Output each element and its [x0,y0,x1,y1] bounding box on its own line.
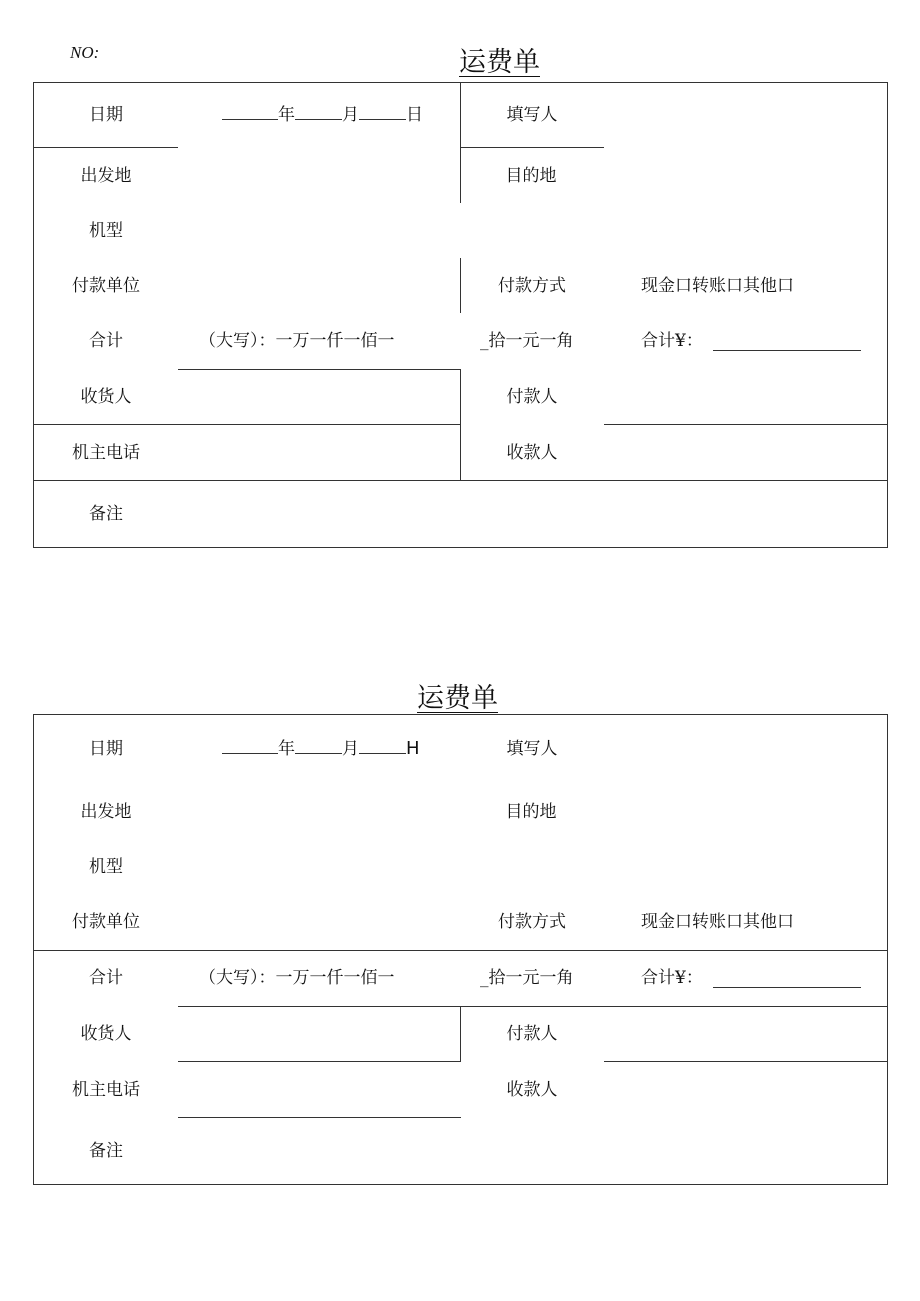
form-1-remarks-label: 备注 [89,504,123,524]
form-1-date-label: 日期 [89,105,123,125]
form-2-total-capital-2[interactable]: _拾一元一角 [480,968,574,988]
form-1-payment-options[interactable]: 现金口转账口其他口 [641,276,794,296]
month-char: 月 [342,105,359,125]
form-1-rule [460,147,604,148]
form-2-destination-label: 目的地 [505,802,557,822]
form-1-divider [460,258,461,313]
form-1-origin-label: 出发地 [80,166,132,186]
day-blank [359,105,406,120]
form-1-total-yuan-label: 合计¥： [641,331,703,351]
form-2-consignee-label: 收货人 [80,1024,132,1044]
form-1-total-capital-2[interactable]: _拾一元一角 [480,331,574,351]
month-char: 月 [342,739,359,759]
form-1-filler-label: 填写人 [506,105,558,125]
form-2-model-label: 机型 [89,857,123,877]
form-1-rule [178,369,461,370]
form-1-rule [33,424,461,425]
day-char: 日 [406,105,423,125]
form-2-divider [460,1006,461,1062]
form-1-rule [33,480,888,481]
form-1-consignee-label: 收货人 [80,387,132,407]
form-2-payer-label: 付款人 [506,1024,558,1044]
form-2-payer-unit-label: 付款单位 [72,912,140,932]
form-1-title: 运费单 [459,47,540,78]
form-1-total-capital[interactable]: （大写）：一万一仟一佰一 [199,331,395,351]
form-2-total-yuan-label: 合计¥： [641,968,703,988]
form-2-rule [178,1117,461,1118]
form-1-rule [33,147,178,148]
form-1-total-yuan-blank[interactable] [713,350,861,351]
form-2-rule [33,950,888,951]
form-2-total-yuan-blank[interactable] [713,987,861,988]
form-2-title: 运费单 [417,683,498,714]
form-2-origin-label: 出发地 [80,802,132,822]
month-blank [295,105,342,120]
day-char: H [406,738,420,759]
year-blank [222,739,278,754]
form-2-date-field[interactable] [222,739,420,759]
form-1-divider [460,82,461,203]
form-1-destination-label: 目的地 [505,166,557,186]
form-1-date-field[interactable] [222,105,423,125]
year-char: 年 [278,105,295,125]
form-2-payment-options[interactable]: 现金口转账口其他口 [641,912,794,932]
form-1-payment-method-label: 付款方式 [498,276,566,296]
form-2-payee-label: 收款人 [506,1080,558,1100]
form-1-total-label: 合计 [89,331,123,351]
form-2-rule [178,1006,888,1007]
form-2-rule [604,1061,888,1062]
year-char: 年 [278,739,295,759]
serial-number-label: NO: [70,43,100,62]
form-1-payer-unit-label: 付款单位 [72,276,140,296]
form-1-divider [460,369,461,481]
form-2-total-capital[interactable]: （大写）：一万一仟一佰一 [199,968,395,988]
form-2-filler-label: 填写人 [506,739,558,759]
form-2-payment-method-label: 付款方式 [498,912,566,932]
form-1-owner-phone-label: 机主电话 [72,443,140,463]
form-2-remarks-label: 备注 [89,1141,123,1161]
form-1-payee-label: 收款人 [506,443,558,463]
day-blank [359,739,406,754]
form-2-date-label: 日期 [89,739,123,759]
form-1-model-label: 机型 [89,221,123,241]
form-1-rule [604,424,888,425]
form-2-owner-phone-label: 机主电话 [72,1080,140,1100]
year-blank [222,105,278,120]
form-2-rule [178,1061,461,1062]
month-blank [295,739,342,754]
form-2-total-label: 合计 [89,968,123,988]
form-1-payer-label: 付款人 [506,387,558,407]
